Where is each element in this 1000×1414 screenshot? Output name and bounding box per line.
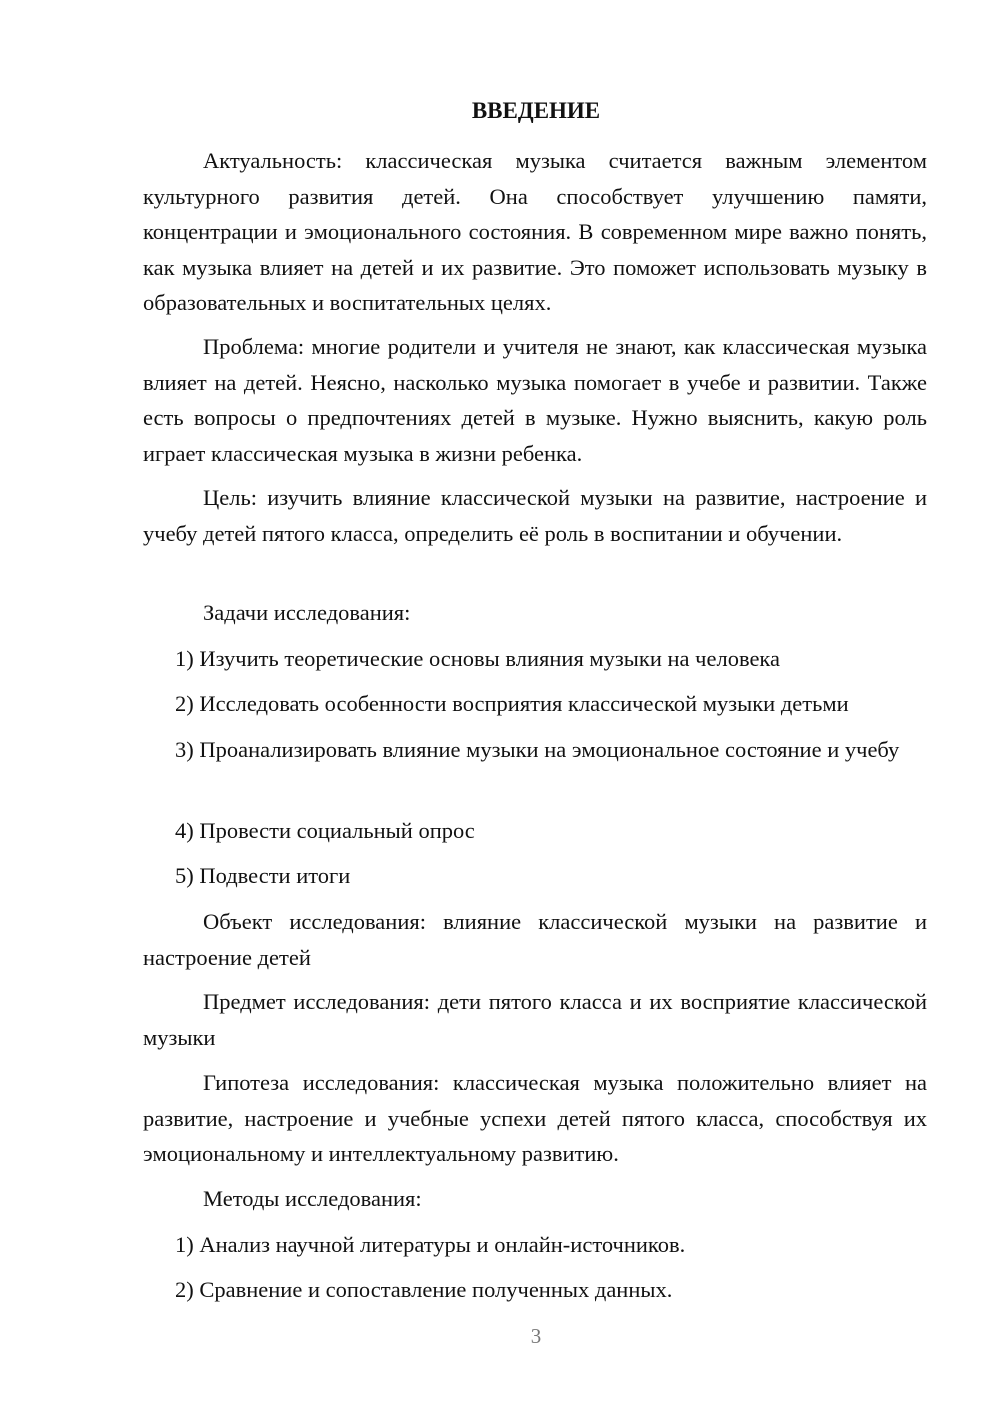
method-item: 2) Сравнение и сопоставление полученных данных. [175,1277,673,1302]
paragraph-relevance: Актуальность: классическая музыка считается важным элементом культурного развития детей. Она способствует улучшению памяти, концентрации и эмоционального состояния. В современном мире важно понять, как музыка влияет на детей и их развитие. Это поможет использовать музыку в образовательных и воспитательных целях. [143,148,927,315]
paragraph-object: Объект исследования: влияние классической музыки на развитие и настроение детей [143,909,927,970]
task-item: 3) Проанализировать влияние музыки на эмоциональное состояние и учебу [175,737,900,762]
method-item: 1) Анализ научной литературы и онлайн-источников. [175,1232,686,1257]
tasks-heading: Задачи исследования: [203,600,411,625]
page-number: 3 [530,1324,542,1348]
page-title: ВВЕДЕНИЕ [471,98,601,123]
paragraph-problem: Проблема: многие родители и учителя не знают, как классическая музыка влияет на детей. Неясно, насколько музыка помогает в учебе и развитии. Также есть вопросы о предпочтениях детей в музыке. Нужно выяснить, какую роль играет классическая музыка в жизни ребенка. [143,334,927,466]
task-item: 5) Подвести итоги [175,863,351,888]
methods-heading: Методы исследования: [203,1186,422,1211]
paragraph-subject: Предмет исследования: дети пятого класса и их восприятие классической музыки [143,989,927,1050]
task-item: 4) Провести социальный опрос [175,818,475,843]
task-item: 2) Исследовать особенности восприятия классической музыки детьми [175,691,849,716]
paragraph-hypothesis: Гипотеза исследования: классическая музыка положительно влияет на развитие, настроение и учебные успехи детей пятого класса, способствуя их эмоциональному и интеллектуальному развитию. [143,1070,927,1166]
paragraph-goal: Цель: изучить влияние классической музыки на развитие, настроение и учебу детей пятого класса, определить её роль в воспитании и обучении. [143,485,927,546]
task-item: 1) Изучить теоретические основы влияния музыки на человека [175,646,781,671]
